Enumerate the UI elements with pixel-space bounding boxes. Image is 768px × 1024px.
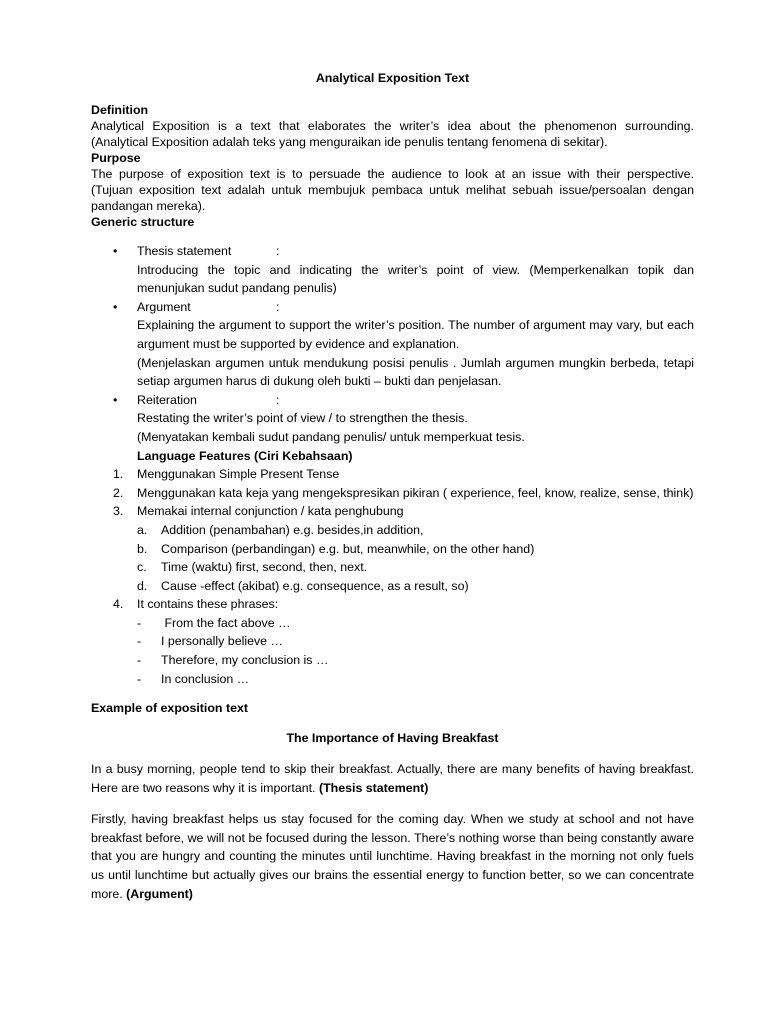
purpose-text-en: The purpose of exposition text is to persuade the audience to look at an issue with their perspective. xyxy=(91,167,694,181)
structure-colon: : xyxy=(276,392,280,407)
definition-text-id: (Analytical Exposition adalah teks yang menguraikan ide penulis tentang fenomena di sekitar). xyxy=(91,135,608,149)
list-item xyxy=(91,391,694,447)
list-number: 2. xyxy=(113,485,124,500)
definition-text-en: Analytical Exposition is a text that elaborates the writer’s idea about the phenomenon surrounding. xyxy=(91,119,694,133)
list-item xyxy=(137,651,694,670)
list-item xyxy=(91,298,694,391)
bullet-icon: • xyxy=(113,299,118,314)
sub-marker: b. xyxy=(137,541,148,556)
structure-desc: Restating the writer’s point of view / to strengthen the thesis. xyxy=(137,411,468,426)
list-item xyxy=(137,670,694,689)
list-number: 1. xyxy=(113,467,124,482)
structure-colon: : xyxy=(276,244,280,258)
document-title: Analytical Exposition Text xyxy=(315,71,470,85)
example-paragraph-1 xyxy=(91,760,694,798)
purpose-heading: Purpose xyxy=(91,151,141,165)
generic-structure-heading: Generic structure xyxy=(91,215,195,229)
structure-desc: Explaining the argument to support the writer’s position. The number of argument may vary, but each argument must be supported by evidence and explanation. xyxy=(137,318,694,351)
list-item xyxy=(91,484,694,503)
generic-structure-list xyxy=(91,242,694,447)
feature-text: Menggunakan kata keja yang mengekspresikan pikiran ( experience, feel, know, realize, sense, think) xyxy=(137,485,694,500)
definition-heading: Definition xyxy=(91,103,149,117)
language-features-list xyxy=(91,465,694,688)
list-item xyxy=(137,558,694,577)
argument-tag: (Argument) xyxy=(126,887,193,902)
sub-text: I personally believe … xyxy=(161,634,283,649)
bullet-icon: • xyxy=(113,392,118,407)
sub-text: Therefore, my conclusion is … xyxy=(161,653,329,668)
example-title: The Importance of Having Breakfast xyxy=(286,731,499,746)
feature-text: Memakai internal conjunction / kata penghubung xyxy=(137,504,404,519)
sub-marker: - xyxy=(137,671,142,686)
structure-desc: Introducing the topic and indicating the writer’s point of view. (Memperkenalkan topik dan menunjukan sudut pandang penulis) xyxy=(137,262,694,296)
list-number: 4. xyxy=(113,597,124,612)
sub-text: In conclusion … xyxy=(161,671,250,686)
purpose-text-id: (Tujuan exposition text adalah untuk membujuk pembaca untuk melihat sebuah issue/persoalan dengan pandangan mereka). xyxy=(91,183,694,213)
sub-marker: d. xyxy=(137,578,148,593)
list-item xyxy=(91,595,694,688)
sub-text: Comparison (perbandingan) e.g. but, meanwhile, on the other hand) xyxy=(161,541,535,556)
structure-colon: : xyxy=(276,299,280,314)
feature-text: It contains these phrases: xyxy=(137,597,279,612)
language-features-heading: Language Features (Ciri Kebahsaan) xyxy=(137,448,353,463)
list-item xyxy=(91,242,694,298)
paragraph-text: Firstly, having breakfast helps us stay focused for the coming day. When we study at school and not have breakfast before, we will not be focused during the lesson. There’s nothing worse than being constantly aware that you are hungry and counting the minutes until lunchtime. Having breakfast in the morning not only fuels us until lunchtime but actually gives our brains the essential energy to function better, so we can concentrate more. xyxy=(91,811,694,902)
example-paragraph-2 xyxy=(91,810,694,904)
sub-marker: - xyxy=(137,653,142,668)
phrases-sublist xyxy=(137,614,694,688)
structure-desc: (Menjelaskan argumen untuk mendukung posisi penulis . Jumlah argumen mungkin berbeda, tetapi setiap argumen harus di dukung oleh bukti – bukti dan penjelasan. xyxy=(137,355,694,389)
sub-text: Cause -effect (akibat) e.g. consequence, as a result, so) xyxy=(161,578,469,593)
sub-marker: c. xyxy=(137,560,147,575)
structure-label: Argument xyxy=(137,299,191,314)
thesis-tag: (Thesis statement) xyxy=(318,781,429,796)
list-item xyxy=(91,502,694,595)
sub-marker: a. xyxy=(137,522,148,537)
structure-label: Reiteration xyxy=(137,392,197,407)
example-heading: Example of exposition text xyxy=(91,701,248,716)
structure-desc: (Menyatakan kembali sudut pandang penulis/ untuk memperkuat tesis. xyxy=(137,429,525,444)
paragraph-text: In a busy morning, people tend to skip their breakfast. Actually, there are many benefits of having breakfast. Here are two reasons why it is important. xyxy=(91,762,694,796)
feature-text: Menggunakan Simple Present Tense xyxy=(137,467,340,482)
sub-text: From the fact above … xyxy=(161,615,291,630)
list-item xyxy=(137,540,694,559)
bullet-icon: • xyxy=(113,244,118,258)
structure-label: Thesis statement xyxy=(137,244,232,258)
sub-marker: - xyxy=(137,615,142,630)
list-item xyxy=(91,465,694,484)
list-item xyxy=(137,614,694,633)
list-item xyxy=(137,577,694,596)
list-item xyxy=(137,521,694,540)
list-number: 3. xyxy=(113,504,124,519)
sub-text: Time (waktu) first, second, then, next. xyxy=(161,560,368,575)
document-page xyxy=(91,70,694,904)
conjunction-sublist xyxy=(137,521,694,595)
sub-marker: - xyxy=(137,634,142,649)
sub-text: Addition (penambahan) e.g. besides,in addition, xyxy=(161,522,424,537)
list-item xyxy=(137,632,694,651)
